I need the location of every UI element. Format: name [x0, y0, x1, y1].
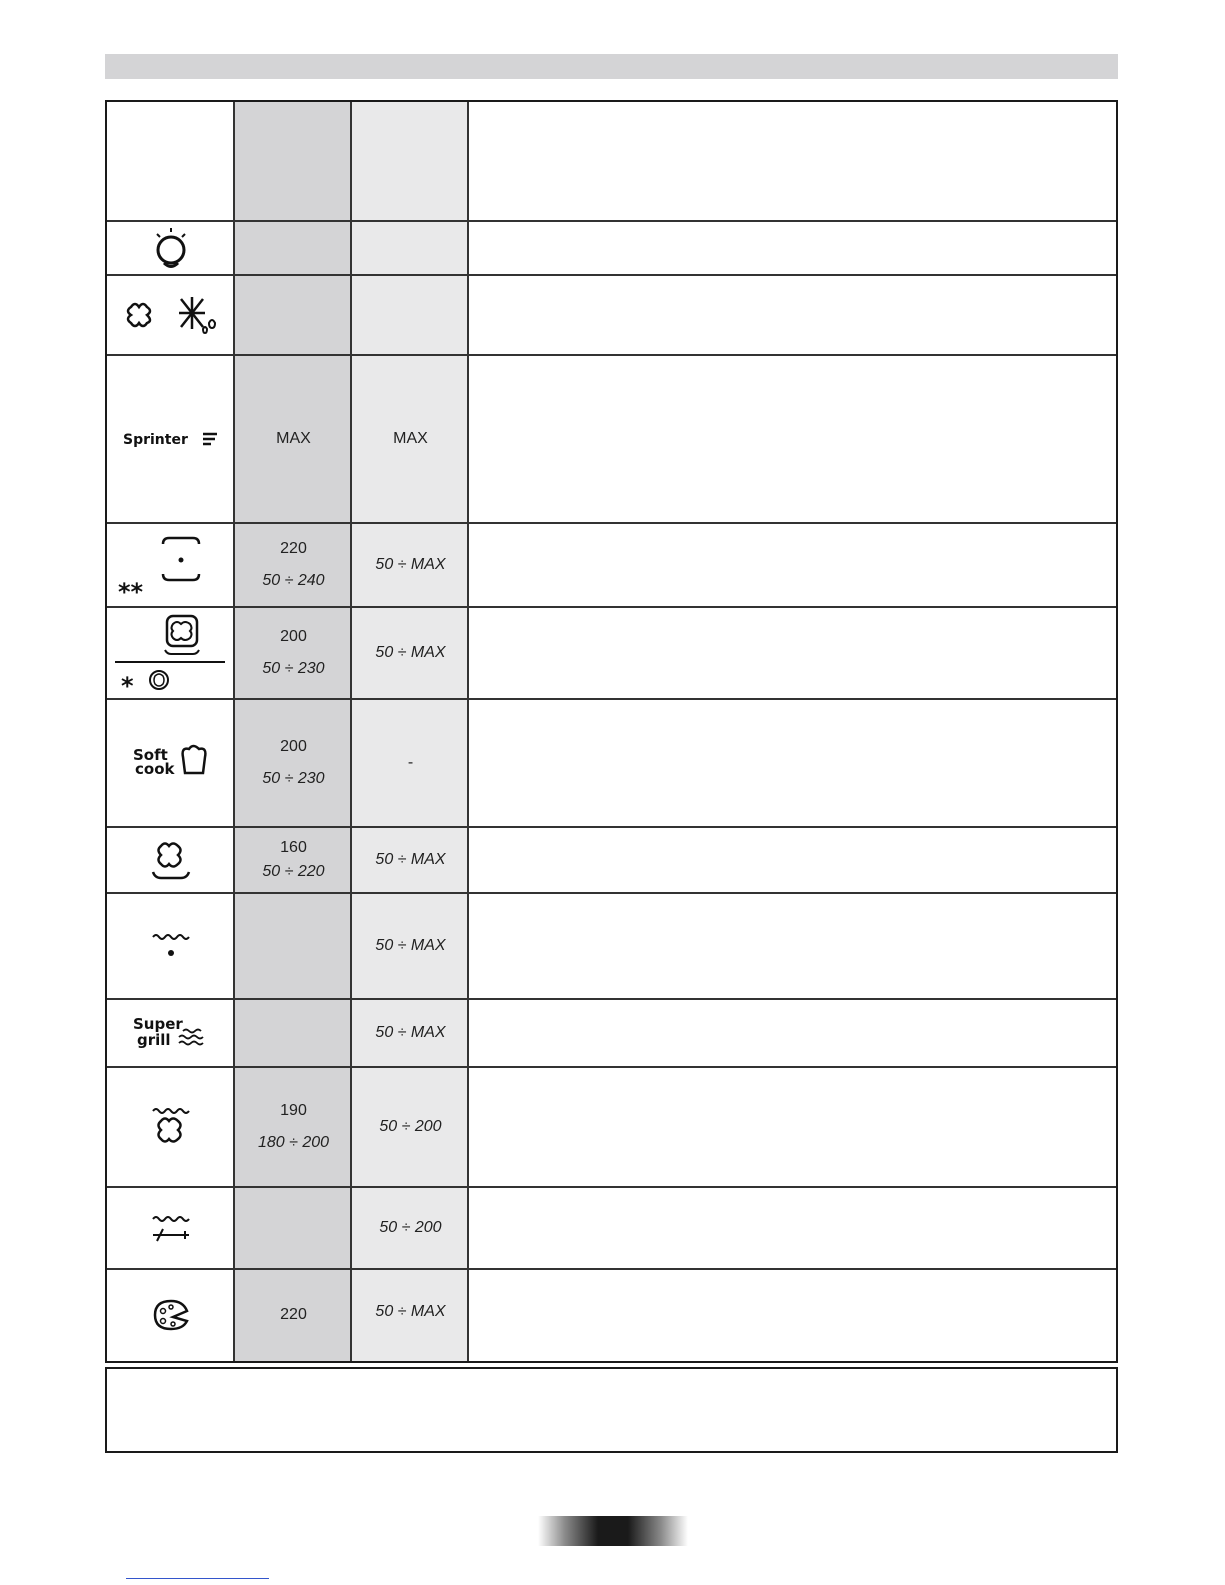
temperature-value: MAX — [276, 430, 311, 447]
temperature-range: 50 ÷ 230 — [262, 660, 325, 677]
microwave-range: 50 ÷ 200 — [379, 1219, 442, 1236]
table-row — [107, 700, 1116, 826]
footnote-box — [105, 1367, 1118, 1453]
fan-grill-icon — [149, 1105, 193, 1149]
table-header-row — [107, 102, 1116, 220]
lamp-icon — [151, 226, 191, 270]
header-bar — [105, 54, 1118, 79]
table-row — [107, 1270, 1116, 1359]
defrost-icon — [121, 295, 221, 335]
double-star-label: ** — [118, 578, 144, 600]
table-row — [107, 1000, 1116, 1066]
fan-bottom-icon — [149, 838, 193, 882]
table-row — [107, 1068, 1116, 1186]
single-star-label: * — [121, 672, 134, 698]
sprinter-icon — [121, 427, 221, 451]
conventional-icon — [116, 530, 226, 600]
table-row — [107, 828, 1116, 892]
table-row — [107, 1188, 1116, 1268]
microwave-range: 50 ÷ MAX — [375, 851, 446, 868]
page-number-tab — [538, 1516, 688, 1546]
microwave-range: 50 ÷ MAX — [375, 1024, 446, 1041]
sprinter-label: Sprinter — [123, 432, 188, 448]
temperature-value: 220 — [280, 540, 307, 557]
table-row — [107, 894, 1116, 998]
microwave-range: 50 ÷ MAX — [375, 556, 446, 573]
grill-icon — [149, 931, 193, 961]
table-row — [107, 222, 1116, 274]
bottom-link-underline[interactable] — [126, 1578, 269, 1579]
soft-label: Soft — [133, 746, 168, 764]
temperature-range: 50 ÷ 220 — [262, 863, 325, 880]
microwave-range: 50 ÷ MAX — [375, 644, 446, 661]
microwave-range: 50 ÷ 200 — [379, 1118, 442, 1135]
super-grill-icon — [131, 1013, 211, 1053]
microwave-value: MAX — [393, 430, 428, 447]
microwave-range: 50 ÷ MAX — [375, 1303, 446, 1320]
super-label: Super — [133, 1015, 183, 1033]
temperature-value: 220 — [280, 1305, 307, 1323]
temperature-range: 180 ÷ 200 — [257, 1134, 330, 1151]
fan-ring-icon — [115, 608, 227, 698]
table-row — [107, 524, 1116, 606]
temperature-value: 200 — [280, 738, 307, 755]
temperature-range: 50 ÷ 230 — [262, 770, 325, 787]
temperature-value: 160 — [280, 839, 307, 856]
pizza-icon — [149, 1297, 193, 1333]
soft-cook-icon — [131, 743, 211, 783]
temperature-value: 200 — [280, 628, 307, 645]
table-row — [107, 356, 1116, 522]
table-row — [107, 276, 1116, 354]
grill-label: grill — [137, 1031, 171, 1049]
table-row — [107, 608, 1116, 698]
function-table — [105, 100, 1118, 1363]
microwave-range: 50 ÷ MAX — [375, 937, 446, 954]
microwave-value: - — [407, 754, 414, 771]
grill-rotisserie-icon — [149, 1213, 193, 1243]
temperature-value: 190 — [280, 1102, 307, 1119]
temperature-range: 50 ÷ 240 — [262, 572, 325, 589]
cook-label: cook — [135, 760, 175, 778]
